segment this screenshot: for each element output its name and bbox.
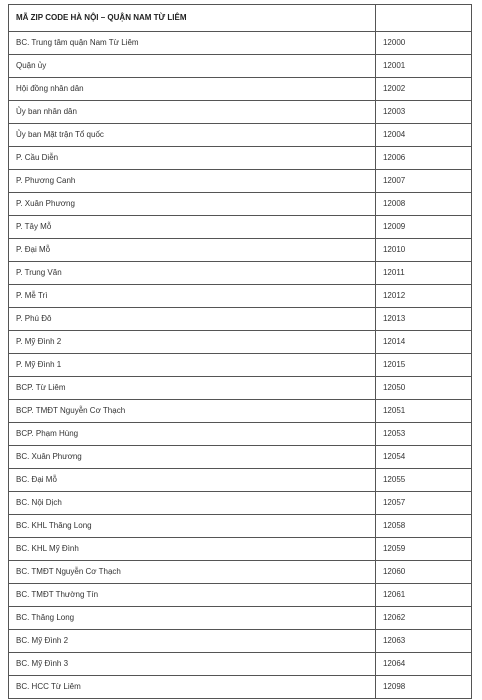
zip-code: 12055 bbox=[375, 469, 471, 492]
post-office-name: P. Xuân Phương bbox=[9, 193, 376, 216]
table-row bbox=[9, 676, 472, 699]
post-office-name: BC. KHL Thăng Long bbox=[9, 515, 376, 538]
zip-code: 12057 bbox=[375, 492, 471, 515]
zip-code-table bbox=[8, 4, 472, 699]
table-row bbox=[9, 377, 472, 400]
zip-code: 12062 bbox=[375, 607, 471, 630]
post-office-name: P. Tây Mỗ bbox=[9, 216, 376, 239]
zip-code: 12007 bbox=[375, 170, 471, 193]
post-office-name: P. Mễ Trì bbox=[9, 285, 376, 308]
table-row bbox=[9, 607, 472, 630]
table-row bbox=[9, 147, 472, 170]
table-row bbox=[9, 78, 472, 101]
post-office-name: P. Đại Mỗ bbox=[9, 239, 376, 262]
post-office-name: BC. HCC Từ Liêm bbox=[9, 676, 376, 699]
zip-code: 12009 bbox=[375, 216, 471, 239]
post-office-name: BC. Đại Mỗ bbox=[9, 469, 376, 492]
post-office-name: BC. KHL Mỹ Đình bbox=[9, 538, 376, 561]
table-row bbox=[9, 354, 472, 377]
post-office-name: Hội đồng nhân dân bbox=[9, 78, 376, 101]
zip-code: 12010 bbox=[375, 239, 471, 262]
zip-code: 12000 bbox=[375, 32, 471, 55]
zip-code: 12014 bbox=[375, 331, 471, 354]
table-row bbox=[9, 400, 472, 423]
zip-code: 12050 bbox=[375, 377, 471, 400]
zip-code: 12051 bbox=[375, 400, 471, 423]
table-row bbox=[9, 515, 472, 538]
post-office-name: BC. Xuân Phương bbox=[9, 446, 376, 469]
post-office-name: BC. Nội Dịch bbox=[9, 492, 376, 515]
zip-code: 12003 bbox=[375, 101, 471, 124]
post-office-name: BCP. Phạm Hùng bbox=[9, 423, 376, 446]
post-office-name: BC. TMĐT Thường Tín bbox=[9, 584, 376, 607]
zip-code: 12098 bbox=[375, 676, 471, 699]
zip-code-table-body bbox=[9, 5, 472, 699]
table-row bbox=[9, 630, 472, 653]
zip-code: 12064 bbox=[375, 653, 471, 676]
post-office-name: Ủy ban nhân dân bbox=[9, 101, 376, 124]
zip-code: 12061 bbox=[375, 584, 471, 607]
post-office-name: BC. Thăng Long bbox=[9, 607, 376, 630]
zip-code: 12063 bbox=[375, 630, 471, 653]
zip-code: 12011 bbox=[375, 262, 471, 285]
table-row bbox=[9, 469, 472, 492]
post-office-name: BCP. Từ Liêm bbox=[9, 377, 376, 400]
table-row bbox=[9, 32, 472, 55]
zip-code: 12058 bbox=[375, 515, 471, 538]
post-office-name: P. Mỹ Đình 1 bbox=[9, 354, 376, 377]
table-row bbox=[9, 216, 472, 239]
table-row bbox=[9, 239, 472, 262]
table-title: MÃ ZIP CODE HÀ NỘI – QUẬN NAM TỪ LIÊM bbox=[9, 5, 376, 32]
table-row bbox=[9, 423, 472, 446]
zip-code: 12054 bbox=[375, 446, 471, 469]
table-row bbox=[9, 492, 472, 515]
table-header-row bbox=[9, 5, 472, 32]
table-row bbox=[9, 55, 472, 78]
table-row bbox=[9, 446, 472, 469]
table-row bbox=[9, 331, 472, 354]
table-row bbox=[9, 262, 472, 285]
post-office-name: Ủy ban Mặt trận Tổ quốc bbox=[9, 124, 376, 147]
zip-code: 12001 bbox=[375, 55, 471, 78]
zip-code: 12015 bbox=[375, 354, 471, 377]
post-office-name: BC. TMĐT Nguyễn Cơ Thạch bbox=[9, 561, 376, 584]
zip-code: 12060 bbox=[375, 561, 471, 584]
zip-code: 12012 bbox=[375, 285, 471, 308]
zip-code: 12059 bbox=[375, 538, 471, 561]
post-office-name: Quận ủy bbox=[9, 55, 376, 78]
post-office-name: P. Phương Canh bbox=[9, 170, 376, 193]
table-row bbox=[9, 101, 472, 124]
post-office-name: BCP. TMĐT Nguyễn Cơ Thạch bbox=[9, 400, 376, 423]
table-row bbox=[9, 538, 472, 561]
post-office-name: P. Cầu Diễn bbox=[9, 147, 376, 170]
table-row bbox=[9, 308, 472, 331]
table-row bbox=[9, 584, 472, 607]
table-row bbox=[9, 170, 472, 193]
table-row bbox=[9, 561, 472, 584]
table-row bbox=[9, 193, 472, 216]
post-office-name: P. Trung Văn bbox=[9, 262, 376, 285]
post-office-name: BC. Mỹ Đình 3 bbox=[9, 653, 376, 676]
zip-code: 12008 bbox=[375, 193, 471, 216]
zip-code: 12013 bbox=[375, 308, 471, 331]
post-office-name: BC. Trung tâm quận Nam Từ Liêm bbox=[9, 32, 376, 55]
post-office-name: BC. Mỹ Đình 2 bbox=[9, 630, 376, 653]
zip-code: 12053 bbox=[375, 423, 471, 446]
post-office-name: P. Phú Đô bbox=[9, 308, 376, 331]
zip-code: 12004 bbox=[375, 124, 471, 147]
post-office-name: P. Mỹ Đình 2 bbox=[9, 331, 376, 354]
table-header-code bbox=[375, 5, 471, 32]
table-row bbox=[9, 285, 472, 308]
table-row bbox=[9, 124, 472, 147]
zip-code: 12002 bbox=[375, 78, 471, 101]
zip-code: 12006 bbox=[375, 147, 471, 170]
table-row bbox=[9, 653, 472, 676]
